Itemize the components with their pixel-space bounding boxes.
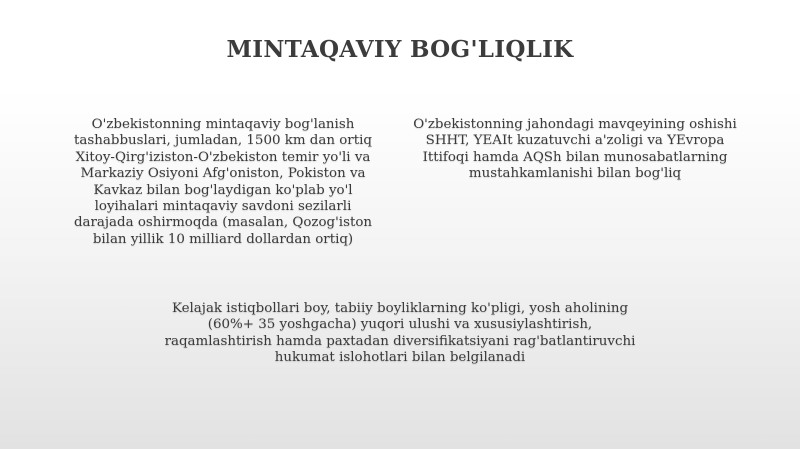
text-line: Kavkaz bilan bog'laydigan ko'plab yo'l <box>93 182 353 198</box>
text-line: loyihalari mintaqaviy savdoni sezilarli <box>94 199 352 215</box>
text-line: (60%+ 35 yoshgacha) yuqori ulushi va xususiylashtirish, <box>207 317 593 333</box>
slide-title: MINTAQAVIY BOG'LIQLIK <box>226 36 574 63</box>
future-prospects-paragraph <box>130 301 670 367</box>
text-line: O'zbekistonning jahondagi mavqeyining oshishi <box>413 117 737 132</box>
text-line: darajada oshirmoqda (masalan, Qozog'iston <box>73 215 373 231</box>
text-line: Ittifoqi hamda AQSh bilan munosabatlarning <box>422 149 728 165</box>
text-line: tashabbuslari, jumladan, 1500 km dan ortiq <box>74 133 372 149</box>
text-line: Kelajak istiqbollari boy, tabiiy boyliklarning ko'pligi, yosh aholining <box>171 301 629 316</box>
text-line: SHHT, YEAIt kuzatuvchi a'zoligi va YEvropa <box>425 133 725 149</box>
global-standing-paragraph <box>395 117 755 183</box>
text-line: hukumat islohotlari bilan belgilanadi <box>274 350 526 366</box>
text-line: mustahkamlanishi bilan bog'liq <box>468 166 682 182</box>
text-line: raqamlashtirish hamda paxtadan diversifikatsiyani rag'batlantiruvchi <box>164 333 636 349</box>
text-line: Xitoy-Qirg'iziston-O'zbekiston temir yo'li va <box>75 149 371 165</box>
text-line: bilan yillik 10 milliard dollardan ortiq) <box>92 231 354 247</box>
text-line: O'zbekistonning mintaqaviy bog'lanish <box>91 117 355 132</box>
regional-connectivity-paragraph <box>58 117 388 248</box>
text-line: Markaziy Osiyoni Afg'oniston, Pokiston va <box>80 166 366 182</box>
